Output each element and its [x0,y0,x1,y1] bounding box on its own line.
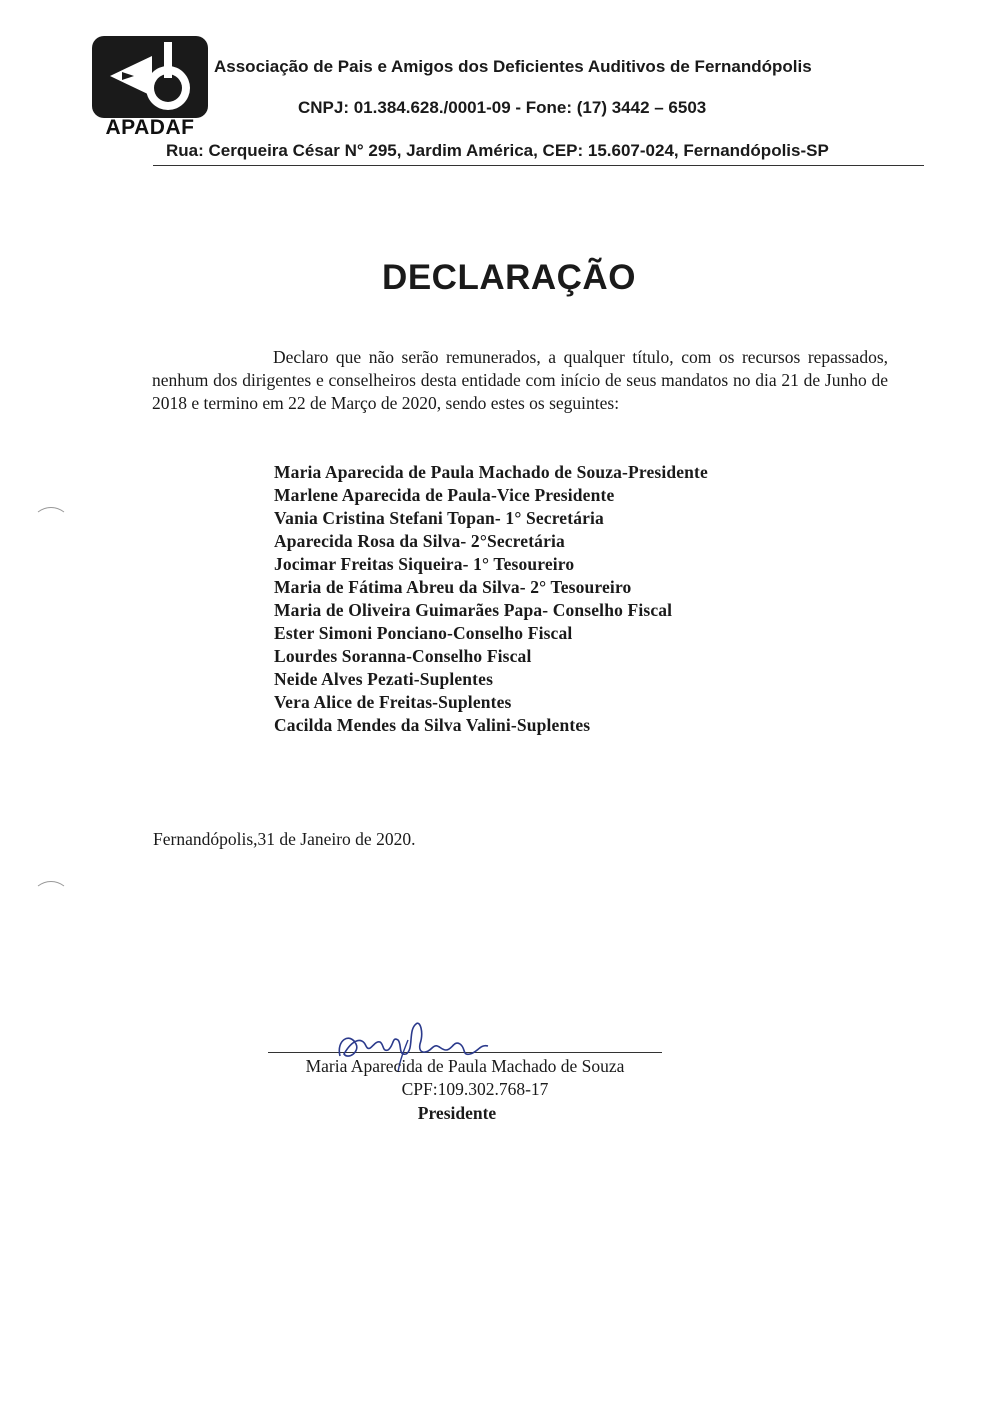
board-member-item: Lourdes Soranna-Conselho Fiscal [274,646,532,666]
punch-hole-mark [36,880,66,888]
punch-hole-mark [36,506,66,514]
signer-role: Presidente [417,1103,497,1123]
board-member-item: Vania Cristina Stefani Topan- 1° Secretária [274,508,604,528]
board-member-item: Maria de Oliveira Guimarães Papa- Conselho Fiscal [274,600,673,620]
board-member-item: Marlene Aparecida de Paula-Vice Presidente [274,485,615,505]
board-member-item: Cacilda Mendes da Silva Valini-Suplentes [274,715,591,735]
board-member-item: Vera Alice de Freitas-Suplentes [274,692,512,712]
signer-name: Maria Aparecida de Paula Machado de Souza [305,1056,625,1076]
board-member-item: Ester Simoni Ponciano-Conselho Fiscal [274,623,573,643]
board-member-item: Neide Alves Pezati-Suplentes [274,669,494,689]
organization-cnpj-phone: CNPJ: 01.384.628./0001-09 - Fone: (17) 3442 – 6503 [298,98,707,117]
logo-emblem-icon [92,36,208,118]
document-title: DECLARAÇÃO [382,258,636,297]
board-member-item: Maria Aparecida de Paula Machado de Souza-Presidente [274,462,708,482]
organization-logo [92,36,208,139]
header-divider [153,165,924,166]
organization-name: Associação de Pais e Amigos dos Deficientes Auditivos de Fernandópolis [214,57,812,76]
board-members-list [274,461,708,737]
logo-text: APADAF [105,116,195,139]
place-and-date: Fernandópolis,31 de Janeiro de 2020. [153,829,416,849]
declaration-paragraph: Declaro que não serão remunerados, a qualquer título, com os recursos repassados, nenhum dos dirigentes e conselheiros desta entidade com início de seus mandatos no dia 21 de Junho de 2018 e termino em 22 de Março de 2020, sendo estes os seguintes: [152,347,888,413]
board-member-item: Maria de Fátima Abreu da Silva- 2° Tesoureiro [274,577,632,597]
board-member-item: Aparecida Rosa da Silva- 2°Secretária [274,531,565,551]
signer-cpf: CPF:109.302.768-17 [401,1079,549,1099]
organization-address: Rua: Cerqueira César N° 295, Jardim América, CEP: 15.607-024, Fernandópolis-SP [166,141,829,160]
board-member-item: Jocimar Freitas Siqueira- 1° Tesoureiro [274,554,575,574]
